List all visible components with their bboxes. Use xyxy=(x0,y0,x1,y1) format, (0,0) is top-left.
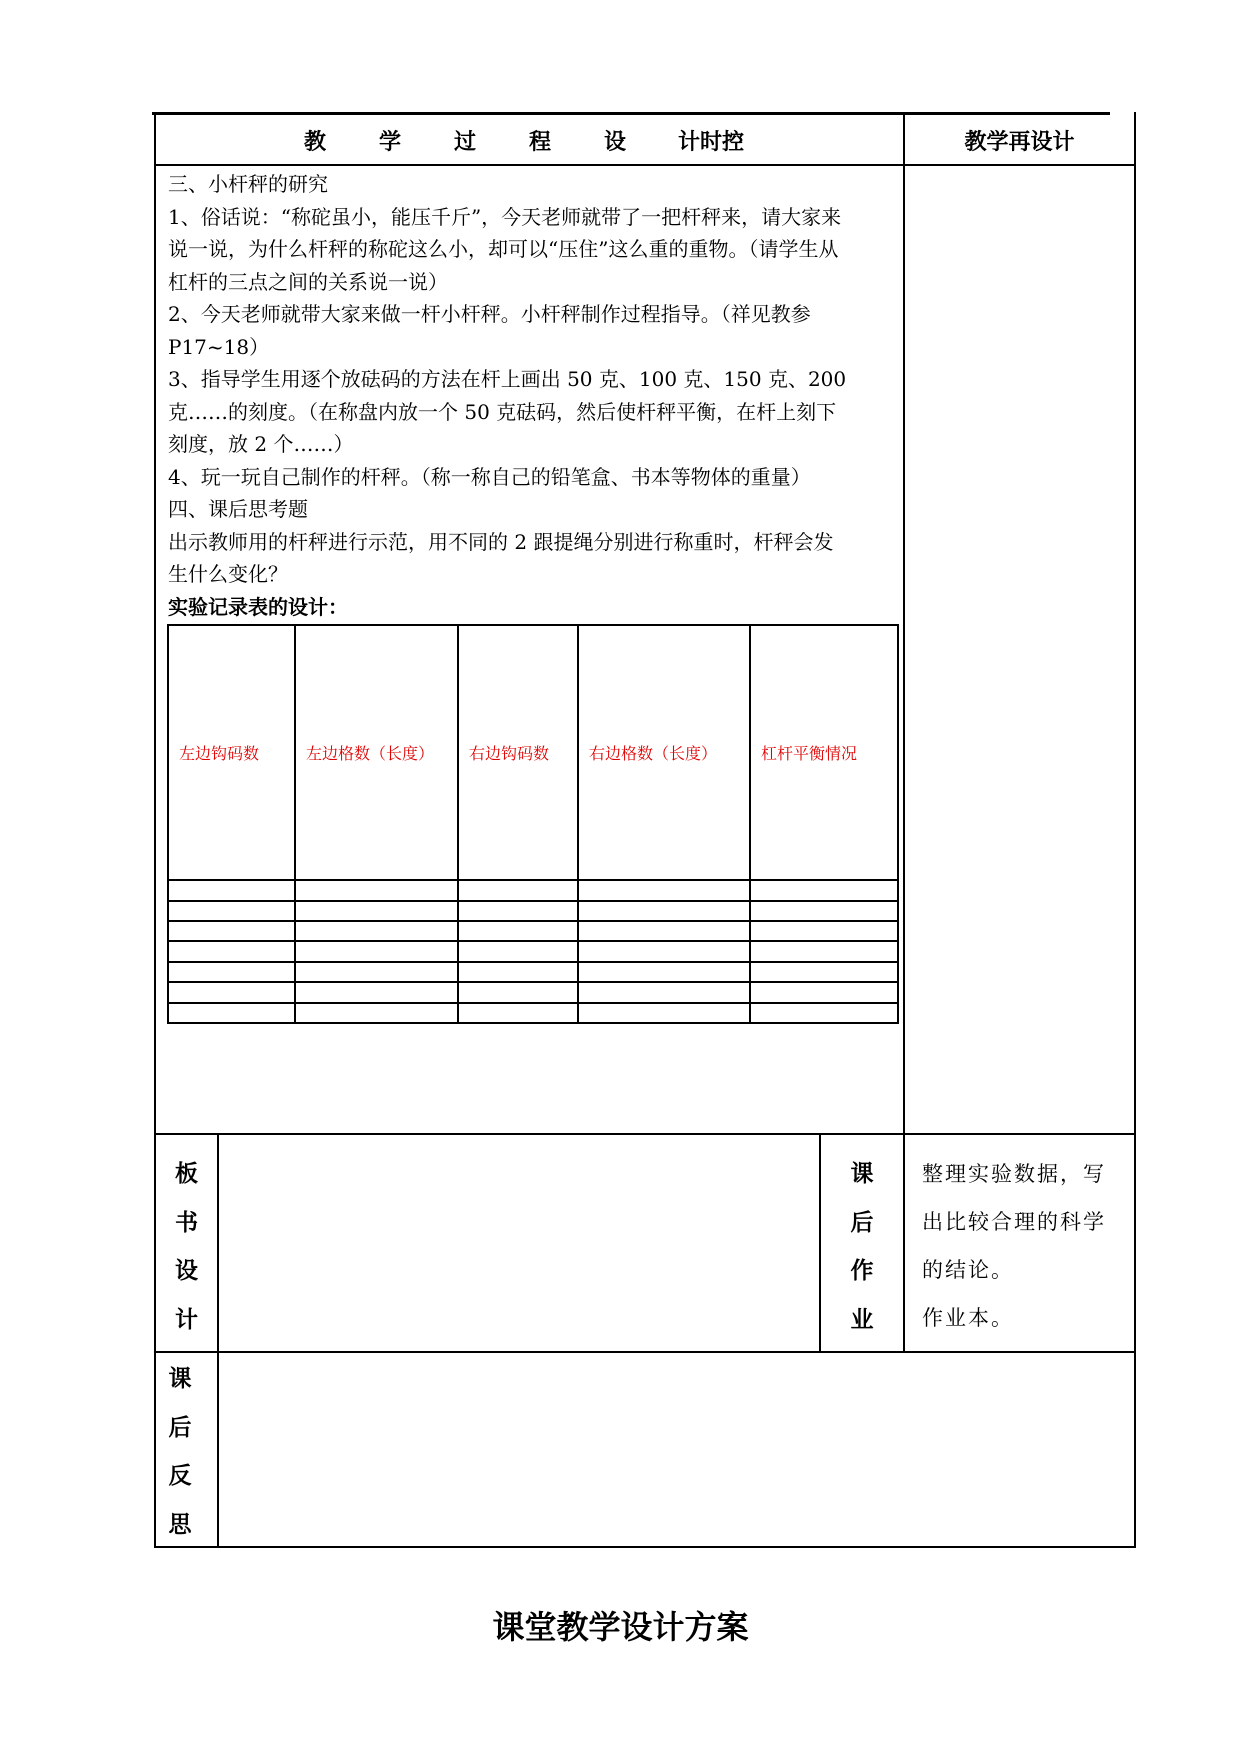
table-cell[interactable] xyxy=(168,880,295,900)
table-cell[interactable] xyxy=(168,921,295,941)
content-line: 三、小杆秤的研究 xyxy=(168,172,328,196)
header-char: 教 xyxy=(304,130,327,155)
column-header: 左边格数（长度） xyxy=(295,625,458,880)
board-design-area[interactable] xyxy=(219,1135,819,1351)
table-row xyxy=(168,880,898,900)
board-design-label xyxy=(156,1150,217,1344)
table-cell[interactable] xyxy=(458,880,578,900)
table-cell[interactable] xyxy=(295,1003,458,1023)
content-line: 出示教师用的杆秤进行示范，用不同的 2 跟提绳分别进行称重时，杆秤会发 xyxy=(168,529,834,554)
table-cell[interactable] xyxy=(458,1003,578,1023)
homework-line: 整理实验数据，写 xyxy=(922,1162,1106,1186)
table-cell[interactable] xyxy=(458,982,578,1002)
header-char: 程 xyxy=(529,130,552,155)
content-line: 克……的刻度。（在称盘内放一个 50 克砝码，然后使杆秤平衡，在杆上刻下 xyxy=(168,399,837,424)
table-cell[interactable] xyxy=(750,880,898,900)
table-cell[interactable] xyxy=(168,901,295,921)
table-caption: 实验记录表的设计： xyxy=(168,594,348,619)
reflection-area[interactable] xyxy=(219,1353,1134,1546)
label-char: 后 xyxy=(850,1209,874,1236)
table-cell[interactable] xyxy=(750,982,898,1002)
table-row xyxy=(168,1003,898,1023)
label-char: 计 xyxy=(175,1306,198,1333)
table-cell[interactable] xyxy=(295,982,458,1002)
table-cell[interactable] xyxy=(458,921,578,941)
content-line: P17~18） xyxy=(168,334,270,359)
column-header: 右边钩码数 xyxy=(458,625,578,880)
label-char: 作 xyxy=(850,1258,874,1284)
table-cell[interactable] xyxy=(750,962,898,982)
label-char: 课 xyxy=(850,1161,874,1187)
homework-line: 作业本。 xyxy=(922,1306,1014,1330)
homework-label xyxy=(821,1150,903,1344)
table-cell[interactable] xyxy=(295,962,458,982)
content-line: 刻度，放 2 个……） xyxy=(168,432,354,456)
column-header: 杠杆平衡情况 xyxy=(750,625,898,880)
header-char: 设 xyxy=(604,130,627,155)
table-cell[interactable] xyxy=(750,1003,898,1023)
label-char: 思 xyxy=(168,1511,192,1538)
outer-bottom-border xyxy=(154,1546,1136,1548)
table-cell[interactable] xyxy=(578,921,750,941)
label-char: 书 xyxy=(175,1209,198,1236)
table-cell[interactable] xyxy=(578,941,750,961)
table-cell[interactable] xyxy=(578,880,750,900)
content-line: 四、课后思考题 xyxy=(168,497,308,521)
table-row xyxy=(168,901,898,921)
table-row xyxy=(168,921,898,941)
label-char: 后 xyxy=(168,1414,192,1441)
table-cell[interactable] xyxy=(750,901,898,921)
table-cell[interactable] xyxy=(168,1003,295,1023)
content-line: 说一说，为什么杆秤的称砣这么小，却可以“压住”这么重的重物。（请学生从 xyxy=(168,237,839,261)
table-cell[interactable] xyxy=(295,941,458,961)
table-row xyxy=(168,982,898,1002)
header-bottom-border xyxy=(154,164,1136,166)
experiment-record-table xyxy=(167,624,899,1024)
redesign-header: 教学再设计 xyxy=(964,130,1075,155)
reflection-label xyxy=(156,1355,204,1549)
table-cell[interactable] xyxy=(578,982,750,1002)
table-cell[interactable] xyxy=(578,1003,750,1023)
table-cell[interactable] xyxy=(168,941,295,961)
homework-line: 出比较合理的科学 xyxy=(922,1210,1106,1234)
homework-content xyxy=(922,1150,1127,1342)
label-char: 反 xyxy=(168,1463,192,1489)
content-line: 生什么变化？ xyxy=(168,562,288,586)
table-cell[interactable] xyxy=(458,962,578,982)
table-cell[interactable] xyxy=(578,901,750,921)
label-char: 板 xyxy=(175,1161,198,1187)
header-char: 过 xyxy=(454,130,477,155)
label-char: 业 xyxy=(850,1306,874,1333)
content-line: 杠杆的三点之间的关系说一说） xyxy=(168,269,448,294)
homework-line: 的结论。 xyxy=(922,1258,1014,1282)
table-cell[interactable] xyxy=(750,941,898,961)
label-char: 课 xyxy=(168,1366,192,1392)
table-row xyxy=(168,962,898,982)
table-cell[interactable] xyxy=(578,962,750,982)
header-char: 计时控 xyxy=(678,130,745,155)
process-design-header xyxy=(156,114,903,164)
table-header-row xyxy=(168,625,898,880)
table-cell[interactable] xyxy=(458,901,578,921)
content-line: 3、指导学生用逐个放砝码的方法在杆上画出 50 克、100 克、150 克、200 xyxy=(168,367,847,391)
table-cell[interactable] xyxy=(295,901,458,921)
column-header: 左边钩码数 xyxy=(168,625,295,880)
content-line: 2、今天老师就带大家来做一杆小杆秤。小杆秤制作过程指导。（祥见教参 xyxy=(168,302,811,326)
table-cell[interactable] xyxy=(168,982,295,1002)
table-cell[interactable] xyxy=(295,880,458,900)
table-cell[interactable] xyxy=(458,941,578,961)
column-header: 右边格数（长度） xyxy=(578,625,750,880)
header-char: 学 xyxy=(379,130,402,155)
outer-right-border xyxy=(1134,112,1136,1548)
table-row xyxy=(168,941,898,961)
table-cell[interactable] xyxy=(295,921,458,941)
table-cell[interactable] xyxy=(168,962,295,982)
lesson-content xyxy=(168,168,908,623)
content-line: 1、俗话说：“称砣虽小，能压千斤”，今天老师就带了一把杆秤来，请大家来 xyxy=(168,204,842,229)
content-line: 4、玩一玩自己制作的杆秤。（称一称自己的铅笔盒、书本等物体的重量） xyxy=(168,464,811,489)
table-cell[interactable] xyxy=(750,921,898,941)
page-title: 课堂教学设计方案 xyxy=(492,1608,749,1646)
label-char: 设 xyxy=(175,1258,198,1284)
